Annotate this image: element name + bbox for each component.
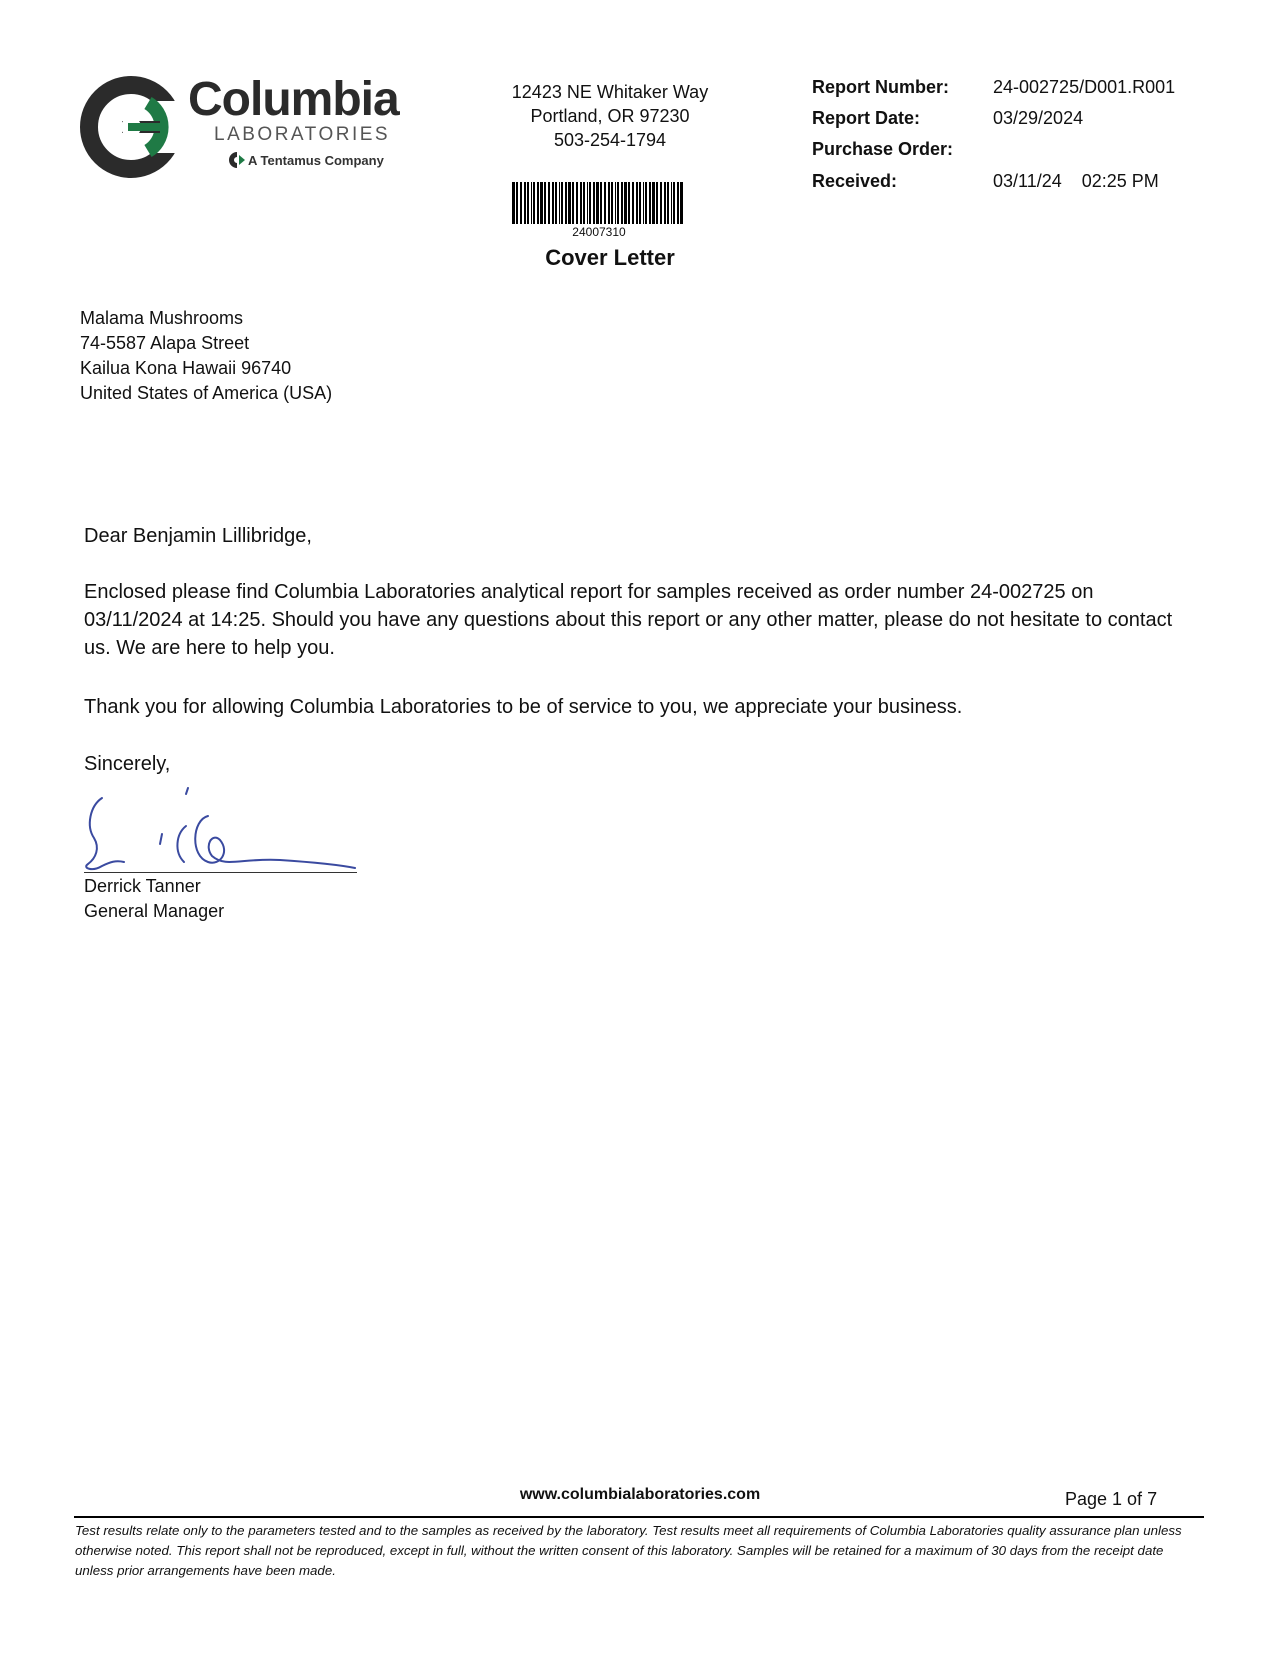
barcode-bar [524,182,526,224]
logo-c-icon [78,73,188,183]
barcode-bar [576,182,578,224]
client-city: Kailua Kona Hawaii 96740 [80,358,292,378]
footer-divider [74,1516,1204,1518]
footer-disclaimer: Test results relate only to the parameters tested and to the samples as received by the laboratory. Test results meet all requirements of Columbia Laboratories quality assurance plan unless otherwise noted. This report shall not be reproduced, except in full, without the written consent of this laboratory. Samples will be retained for a maximum of 30 days from the receipt date unless prior arrangements have been made. [75,1523,1182,1578]
barcode-bar [677,182,679,224]
client-name: Malama Mushrooms [80,308,244,328]
barcode-bar [565,182,567,224]
barcode-bar [512,182,515,224]
barcode-bar [552,182,554,224]
logo-tagline: A Tentamus Company [248,153,384,168]
barcode-bar [572,182,574,224]
barcode-bar [649,182,651,224]
company-logo [78,70,408,190]
barcode-bar [544,182,546,224]
logo-wordmark: Columbia [188,73,399,126]
barcode-bar [632,182,634,224]
barcode-bar [548,182,550,224]
barcode-bar [568,182,571,224]
client-country: United States of America (USA) [80,383,333,403]
footer-website: www.columbialaboratories.com [519,1486,761,1503]
lab-street: 12423 NE Whitaker Way [511,82,709,102]
barcode-bar [587,182,588,224]
signer-title: General Manager [84,901,225,921]
barcode-bar [608,182,610,224]
barcode-bar [656,182,658,224]
client-street: 74-5587 Alapa Street [80,333,250,353]
page-number: Page 1 of 7 [1065,1489,1158,1509]
barcode-bar [664,182,666,224]
document-title: Cover Letter [545,245,675,270]
tentamus-icon [228,151,246,169]
signature-line [84,872,357,873]
report-number-label: Report Number: [812,77,950,97]
barcode-bar [520,182,522,224]
barcode-bar [660,182,662,224]
lab-city: Portland, OR 97230 [530,106,690,126]
letter-paragraph-2: Thank you for allowing Columbia Laboratories to be of service to you, we appreciate your business. [84,696,963,718]
barcode-bar [680,182,683,224]
barcode-bar [583,182,585,224]
barcode-bar [636,182,638,224]
barcode-bar [667,182,669,224]
barcode-number: 24007310 [572,225,626,239]
report-number-value: 24-002725/D001.R001 [993,77,1176,97]
barcode-bar [617,182,619,224]
barcode-bar [561,182,563,224]
barcode-bar [611,182,613,224]
barcode-bar [600,182,602,224]
barcode-image [512,182,686,224]
barcode-bar [671,182,672,224]
barcode-bar [537,182,539,224]
barcode-bar [516,182,518,224]
barcode-bar [589,182,591,224]
barcode-bar [652,182,655,224]
barcode-bar [615,182,616,224]
barcode-bar [645,182,647,224]
purchase-order-label: Purchase Order: [812,139,954,159]
barcode-bar [643,182,644,224]
barcode-bar [639,182,641,224]
logo-subtitle: LABORATORIES [214,124,391,145]
handwritten-signature [80,786,370,876]
report-date-label: Report Date: [812,108,921,128]
salutation: Dear Benjamin Lillibridge, [84,525,312,547]
barcode-bar [673,182,675,224]
barcode-bar [621,182,623,224]
barcode-bar [555,182,557,224]
barcode-bar [531,182,532,224]
received-value: 03/11/24 02:25 PM [993,171,1159,191]
letter-paragraph-1: Enclosed please find Columbia Laboratories analytical report for samples received as order number 24-002725 on 03/11/2024 at 14:25. Should you have any questions about this report or any other matter, please do not hesitate to contact us. We are here to help you. [84,581,1173,659]
barcode-bar [604,182,606,224]
letter-closing: Sincerely, [84,753,171,775]
received-label: Received: [812,171,898,191]
report-date-value: 03/29/2024 [993,108,1084,128]
signer-name: Derrick Tanner [84,876,201,896]
barcode-bar [559,182,560,224]
barcode-bar [596,182,599,224]
barcode-bar [540,182,543,224]
barcode-bar [628,182,630,224]
barcode-bar [593,182,595,224]
barcode-bar [580,182,582,224]
barcode-bar [624,182,627,224]
lab-phone: 503-254-1794 [553,130,667,150]
barcode-bar [533,182,535,224]
barcode-bar [527,182,529,224]
